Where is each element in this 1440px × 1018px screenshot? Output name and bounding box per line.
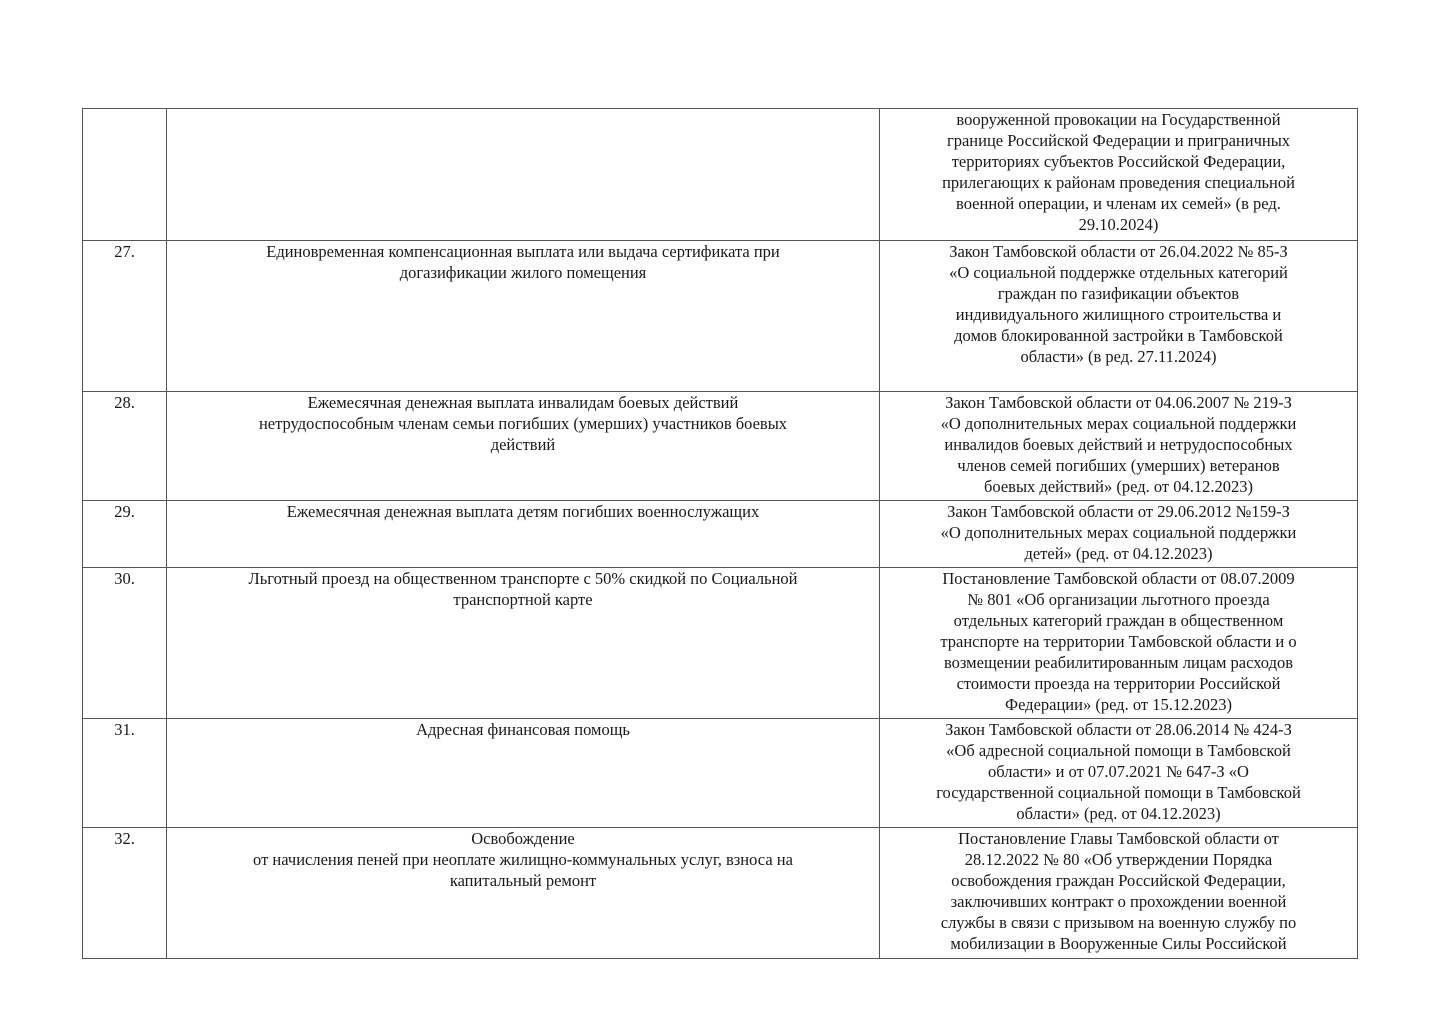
benefit-description-cell: Льготный проезд на общественном транспорте с 50% скидкой по Социальной транспортной карте (167, 568, 880, 719)
benefit-description-cell: Ежемесячная денежная выплата детям погибших военнослужащих (167, 501, 880, 568)
row-number-cell: 32. (83, 828, 167, 959)
legal-basis-cell: Закон Тамбовской области от 26.04.2022 № 85-З «О социальной поддержке отдельных категорий граждан по газификации объектов индивидуального жилищного строительства и домов блокированной застройки в Тамбовской области» (в ред. 27.11.2024) (880, 241, 1358, 392)
table-row (83, 392, 1358, 501)
row-number-cell: 30. (83, 568, 167, 719)
benefit-description-cell: Освобождение от начисления пеней при неоплате жилищно-коммунальных услуг, взноса на капитальный ремонт (167, 828, 880, 959)
legal-basis-cell: вооруженной провокации на Государственной границе Российской Федерации и приграничных территориях субъектов Российской Федерации, прилегающих к районам проведения специальной военной операции, и членам их семей» (в ред. 29.10.2024) (880, 109, 1358, 241)
table-row (83, 719, 1358, 828)
row-number-cell: 27. (83, 241, 167, 392)
row-number-cell: 31. (83, 719, 167, 828)
legal-basis-cell: Постановление Тамбовской области от 08.07.2009 № 801 «Об организации льготного проезда отдельных категорий граждан в общественном транспорте на территории Тамбовской области и о возмещении реабилитированным лицам расходов стоимости проезда на территории Российской Федерации» (ред. от 15.12.2023) (880, 568, 1358, 719)
row-number-cell: 28. (83, 392, 167, 501)
table-row (83, 501, 1358, 568)
benefit-description-cell (167, 109, 880, 241)
legal-basis-cell: Закон Тамбовской области от 28.06.2014 № 424-З «Об адресной социальной помощи в Тамбовской области» и от 07.07.2021 № 647-З «О государственной социальной помощи в Тамбовской области» (ред. от 04.12.2023) (880, 719, 1358, 828)
benefit-description-cell: Ежемесячная денежная выплата инвалидам боевых действий нетрудоспособным членам семьи погибших (умерших) участников боевых действий (167, 392, 880, 501)
benefits-table (82, 108, 1358, 959)
legal-basis-cell: Закон Тамбовской области от 04.06.2007 № 219-З «О дополнительных мерах социальной поддержки инвалидов боевых действий и нетрудоспособных членов семей погибших (умерших) ветеранов боевых действий» (ред. от 04.12.2023) (880, 392, 1358, 501)
table-row (83, 828, 1358, 959)
benefit-description-cell: Адресная финансовая помощь (167, 719, 880, 828)
row-number-cell (83, 109, 167, 241)
benefit-description-cell: Единовременная компенсационная выплата или выдача сертификата при догазификации жилого помещения (167, 241, 880, 392)
legal-basis-cell: Закон Тамбовской области от 29.06.2012 №159-З «О дополнительных мерах социальной поддержки детей» (ред. от 04.12.2023) (880, 501, 1358, 568)
table-row (83, 241, 1358, 392)
legal-basis-cell: Постановление Главы Тамбовской области от 28.12.2022 № 80 «Об утверждении Порядка освобождения граждан Российской Федерации, заключивших контракт о прохождении военной службы в связи с призывом на военную службу по мобилизации в Вооруженные Силы Российской (880, 828, 1358, 959)
row-number-cell: 29. (83, 501, 167, 568)
table-row (83, 109, 1358, 241)
table-row (83, 568, 1358, 719)
